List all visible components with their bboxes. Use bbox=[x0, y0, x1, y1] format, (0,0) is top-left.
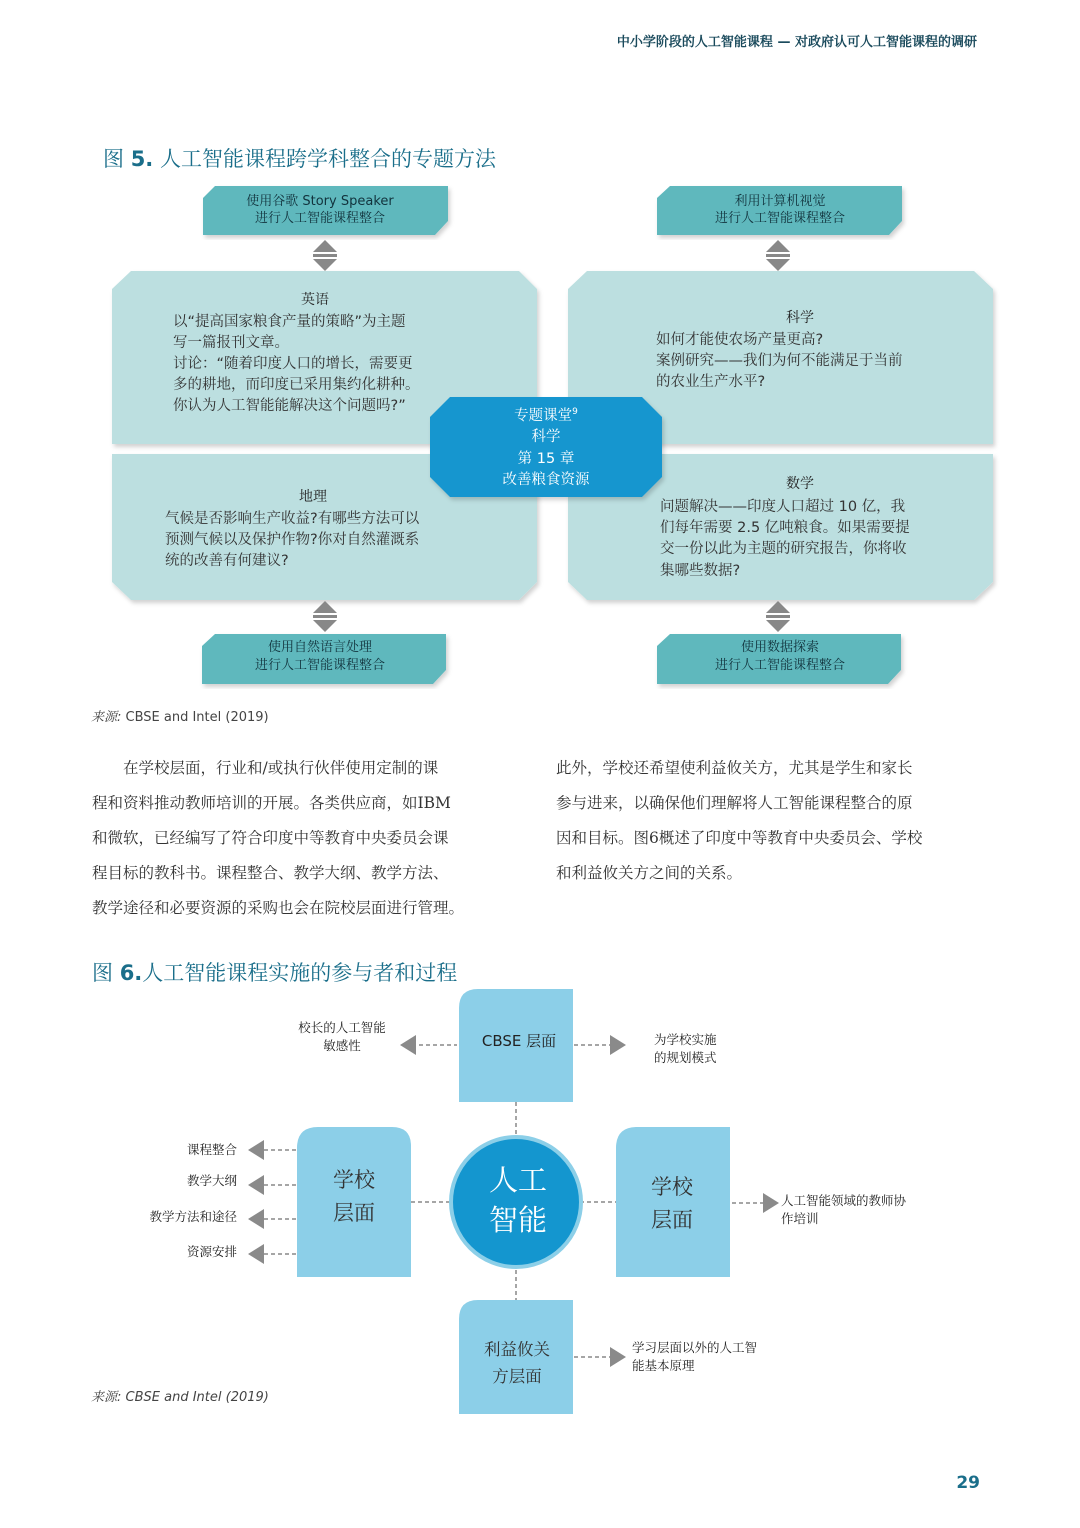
double-arrow-icon bbox=[766, 601, 790, 632]
body-right-line: 此外，学校还希望使利益攸关方，尤其是学生和家长 bbox=[556, 759, 913, 777]
arrow-left-icon bbox=[248, 1209, 264, 1229]
double-arrow-icon bbox=[766, 240, 790, 271]
school-right-line1: 学校 bbox=[651, 1175, 693, 1199]
geography-line: 统的改善有何建议? bbox=[165, 553, 289, 569]
stakeholder-side-label: 能基本原理 bbox=[632, 1358, 695, 1373]
double-arrow-icon bbox=[313, 240, 337, 271]
school-right-box bbox=[616, 1127, 730, 1277]
science-heading: 科学 bbox=[786, 310, 814, 326]
math-heading: 数学 bbox=[786, 476, 814, 492]
school-left-line2: 层面 bbox=[333, 1201, 375, 1225]
cbse-right-label: 的规划模式 bbox=[654, 1050, 717, 1065]
body-left-line: 教学途径和必要资源的采购也会在院校层面进行管理。 bbox=[92, 899, 465, 917]
arrow-left-icon bbox=[248, 1244, 264, 1264]
stakeholder-side-label: 学习层面以外的人工智 bbox=[632, 1340, 758, 1355]
arrow-left-icon bbox=[400, 1035, 416, 1055]
stakeholder-line2: 方层面 bbox=[492, 1367, 542, 1386]
figure5-diagram bbox=[0, 0, 1080, 700]
figure6-diagram bbox=[0, 980, 1080, 1430]
tab-bottom-right-line2: 进行人工智能课程整合 bbox=[714, 658, 846, 673]
arrow-left-icon bbox=[248, 1140, 264, 1160]
figure6-source bbox=[91, 1386, 269, 1405]
body-right-line: 和利益攸关方之间的关系。 bbox=[556, 864, 743, 882]
science-line: 的农业生产水平? bbox=[656, 374, 766, 390]
source-text: CBSE and Intel (2019) bbox=[121, 1390, 269, 1405]
science-line: 案例研究——我们为何不能满足于当前 bbox=[656, 353, 903, 369]
math-line: 们每年需要 2.5 亿吨粮食。如果需要提 bbox=[660, 520, 910, 536]
body-right-line: 参与进来，以确保他们理解将人工智能课程整合的原 bbox=[556, 794, 913, 812]
english-line: 讨论：“随着印度人口的增长，需要更 bbox=[173, 356, 413, 372]
arrow-right-icon bbox=[610, 1347, 626, 1367]
tab-top-right-line1: 利用计算机视觉 bbox=[734, 194, 826, 209]
tab-top-right-line2: 进行人工智能课程整合 bbox=[714, 211, 846, 226]
body-left-line: 程目标的教科书。课程整合、教学大纲、教学方法、 bbox=[92, 864, 449, 882]
body-left-column bbox=[92, 751, 527, 926]
geography-line: 气候是否影响生产收益?有哪些方法可以 bbox=[165, 511, 420, 527]
header-subtitle: 对政府认可人工智能课程的调研 bbox=[794, 35, 977, 50]
figure5-title-text: 人工智能课程跨学科整合的专题方法 bbox=[153, 147, 496, 171]
figure6-title-prefix: 图 bbox=[92, 961, 120, 985]
right-label: 作培训 bbox=[781, 1211, 819, 1226]
tab-top-left-line1: 使用谷歌 Story Speaker bbox=[246, 194, 394, 209]
stakeholder-line1: 利益攸关 bbox=[484, 1340, 550, 1359]
arrow-right-icon bbox=[610, 1035, 626, 1055]
center-line4: 改善粮食资源 bbox=[502, 472, 590, 488]
body-left-line: 在学校层面，行业和/或执行伙伴使用定制的课 bbox=[123, 759, 439, 777]
tab-bottom-left-line2: 进行人工智能课程整合 bbox=[254, 658, 386, 673]
tab-bottom-right-line1: 使用数据探索 bbox=[740, 640, 820, 655]
geography-heading: 地理 bbox=[299, 489, 327, 505]
arrow-right-icon bbox=[763, 1193, 779, 1213]
school-right-line2: 层面 bbox=[651, 1208, 693, 1232]
center-line3: 第 15 章 bbox=[517, 451, 575, 467]
figure5-title-prefix: 图 bbox=[103, 147, 131, 171]
figure5-title-num: 5. bbox=[130, 147, 154, 171]
center-line1: 专题课堂$^9$ bbox=[514, 407, 578, 424]
ai-line1: 人工 bbox=[488, 1163, 548, 1197]
geography-line: 预测气候以及保护作物?你对自然灌溉系 bbox=[165, 532, 420, 548]
english-line: 写一篇报刊文章。 bbox=[173, 335, 289, 351]
cbse-left-label: 校长的人工智能 bbox=[298, 1020, 386, 1035]
source-label: 来源: bbox=[91, 710, 122, 725]
body-right-line: 因和目标。图6概述了印度中等教育中央委员会、学校 bbox=[556, 829, 923, 847]
ai-line2: 智能 bbox=[488, 1203, 548, 1237]
header-separator: — bbox=[777, 35, 791, 50]
ai-circle bbox=[451, 1137, 581, 1267]
body-left-line: 和微软，已经编写了符合印度中等教育中央委员会课 bbox=[92, 829, 449, 847]
english-heading: 英语 bbox=[301, 292, 329, 308]
page-number: 29 bbox=[956, 1473, 980, 1493]
tab-top-left-line2: 进行人工智能课程整合 bbox=[254, 211, 386, 226]
cbse-right-label: 为学校实施 bbox=[654, 1032, 717, 1047]
figure6-title-num: 6. bbox=[119, 961, 143, 985]
body-left-line: 程和资料推动教师培训的开展。各类供应商，如IBM bbox=[92, 794, 451, 812]
arrow-left-icon bbox=[248, 1175, 264, 1195]
left-item: 教学方法和途径 bbox=[149, 1209, 237, 1224]
left-item: 课程整合 bbox=[186, 1142, 237, 1157]
math-line: 交一份以此为主题的研究报告，你将收 bbox=[660, 541, 907, 557]
source-text: CBSE and Intel (2019) bbox=[121, 710, 269, 725]
english-line: 你认为人工智能能解决这个问题吗?” bbox=[173, 398, 406, 414]
english-line: 多的耕地，而印度已采用集约化耕种。 bbox=[173, 377, 420, 393]
center-line2: 科学 bbox=[531, 429, 561, 445]
header-title: 中小学阶段的人工智能课程 bbox=[616, 35, 773, 50]
school-left-line1: 学校 bbox=[333, 1168, 375, 1192]
double-arrow-icon bbox=[313, 601, 337, 632]
left-item: 教学大纲 bbox=[186, 1173, 237, 1188]
cbse-left-label: 敏感性 bbox=[323, 1038, 361, 1053]
left-item: 资源安排 bbox=[186, 1244, 237, 1259]
cbse-label: CBSE 层面 bbox=[481, 1032, 557, 1050]
science-line: 如何才能使农场产量更高? bbox=[656, 332, 824, 348]
math-line: 集哪些数据? bbox=[660, 563, 741, 579]
body-right-column bbox=[556, 751, 996, 891]
figure5-source bbox=[91, 706, 269, 725]
english-line: 以“提高国家粮食产量的策略”为主题 bbox=[173, 314, 406, 330]
right-label: 人工智能领域的教师协 bbox=[781, 1193, 907, 1208]
source-label: 来源: bbox=[91, 1390, 122, 1405]
math-line: 问题解决——印度人口超过 10 亿，我 bbox=[660, 499, 906, 515]
tab-bottom-left-line1: 使用自然语言处理 bbox=[267, 640, 373, 655]
figure6-title-text: 人工智能课程实施的参与者和过程 bbox=[142, 961, 458, 985]
